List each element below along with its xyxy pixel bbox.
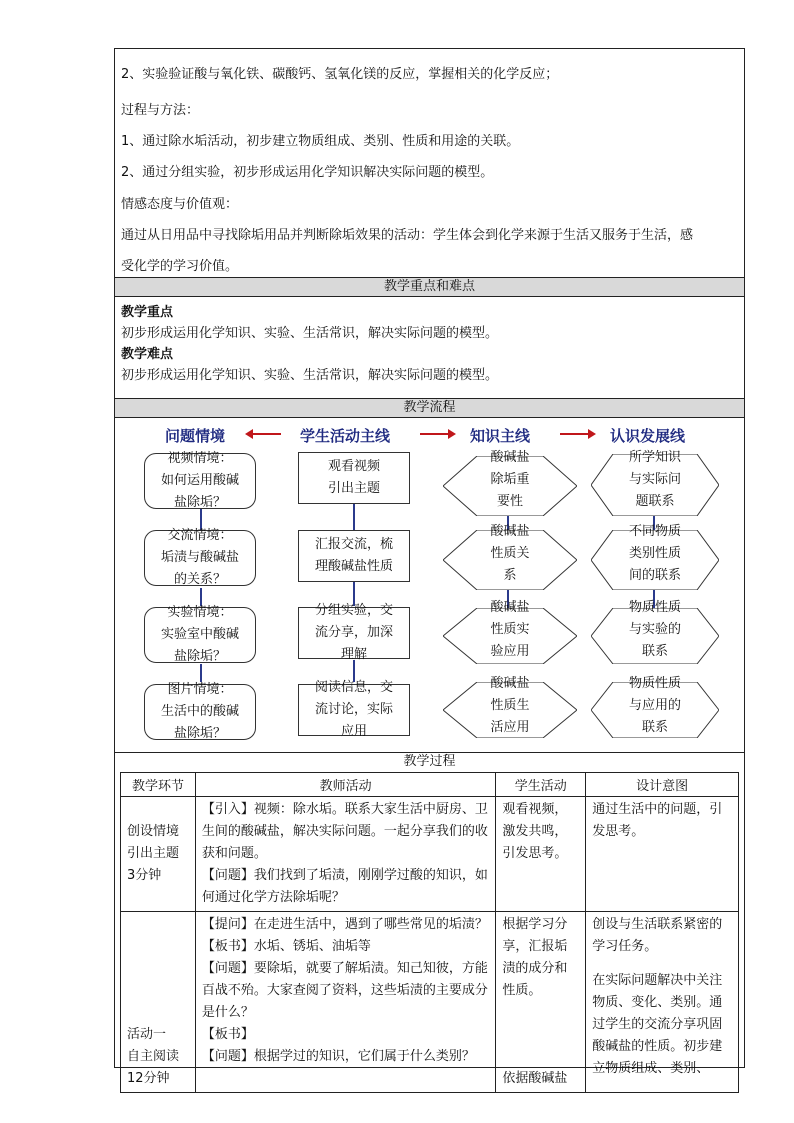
activity-box: 观看视频 引出主题: [298, 452, 410, 504]
column-header: 教学环节: [121, 773, 196, 797]
emotion-line-1: 通过从日用品中寻找除垢用品并判断除垢效果的活动：学生体会到化学来源于生活又服务于生活，感: [121, 228, 694, 243]
column-header: 教师活动: [195, 773, 495, 797]
intent-cell: 通过生活中的问题，引发思考。: [586, 797, 739, 912]
arrow-right-icon: [420, 433, 448, 435]
activity-box: 阅读信息，交 流讨论，实际 应用: [298, 684, 410, 736]
table-header-row: [121, 773, 739, 797]
scenario-box: 视频情境： 如何运用酸碱 盐除垢？: [144, 453, 256, 509]
flow-header-3: 知识主线: [470, 427, 531, 445]
emotion-title: 情感态度与价值观：: [121, 197, 239, 212]
objectives-section: [115, 49, 744, 277]
activity-box: 分组实验，交 流分享，加深 理解: [298, 607, 410, 659]
flow-header-1: 问题情境: [165, 427, 226, 445]
arrow-right-icon: [560, 433, 588, 435]
knowledge-text: 酸碱盐 性质实 验应用: [490, 600, 530, 659]
cognition-text: 所学知识 与实际问 题联系: [628, 450, 681, 509]
arrow-left-icon: [253, 433, 281, 435]
scenario-box: 交流情境： 垢渍与酸碱盐 的关系？: [144, 530, 256, 586]
table-row: [121, 797, 739, 912]
cognition-text: 物质性质 与实验的 联系: [628, 600, 681, 659]
difficulty-text: 初步形成运用化学知识、实验、生活常识，解决实际问题的模型。: [121, 368, 499, 383]
activity-box: 汇报交流，梳 理酸碱盐性质: [298, 530, 410, 582]
knowledge-text: 酸碱盐 除垢重 要性: [490, 450, 530, 509]
flow-header-4: 认识发展线: [610, 427, 686, 445]
flow-header-2: 学生活动主线: [300, 427, 391, 445]
student-cell: 观看视频，激发共鸣，引发思考。: [496, 797, 586, 912]
process-item-2: 2、通过分组实验，初步形成运用化学知识解决实际问题的模型。: [121, 165, 494, 180]
stage-cell: 创设情境 引出主题 3分钟: [121, 797, 196, 912]
process-table: [120, 772, 739, 1093]
intent-cell: 创设与生活联系紧密的学习任务。 在实际问题解决中关注物质、变化、类别。通过学生的交流分享巩固酸碱盐的性质。初步建立物质组成、类别、: [586, 912, 739, 1093]
knowledge-text: 酸碱盐 性质生 活应用: [490, 676, 530, 735]
process-title: 过程与方法：: [121, 103, 200, 118]
document-frame: [114, 48, 745, 1086]
flow-header: 教学流程: [115, 398, 744, 418]
column-header: 设计意图: [586, 773, 739, 797]
objective-line: 2、实验验证酸与氧化铁、碳酸钙、氢氧化镁的反应，掌握相关的化学反应；: [121, 67, 559, 82]
process-item-1: 1、通过除水垢活动，初步建立物质组成、类别、性质和用途的关联。: [121, 134, 520, 149]
cognition-text: 不同物质 类别性质 间的联系: [628, 524, 681, 583]
teacher-cell: 【引入】视频：除水垢。联系大家生活中厨房、卫生间的酸碱盐，解决实际问题。一起分享我们的收获和问题。 【问题】我们找到了垢渍，刚刚学过酸的知识，如何通过化学方法除垢呢？: [195, 797, 495, 912]
scenario-box: 图片情境： 生活中的酸碱 盐除垢？: [144, 684, 256, 740]
student-cell: 根据学习分享，汇报垢渍的成分和性质。 依据酸碱盐: [496, 912, 586, 1093]
teaching-flow-diagram: [115, 420, 744, 752]
scenario-box: 实验情境： 实验室中酸碱 盐除垢？: [144, 607, 256, 663]
connector-line: [353, 504, 355, 530]
table-row: [121, 912, 739, 1093]
focus-text: 初步形成运用化学知识、实验、生活常识，解决实际问题的模型。: [121, 326, 499, 341]
knowledge-text: 酸碱盐 性质关 系: [490, 524, 530, 583]
focus-label: 教学重点: [121, 305, 174, 320]
teacher-cell: 【提问】在走进生活中，遇到了哪些常见的垢渍？ 【板书】水垢、锈垢、油垢等 【问题】要除垢，就要了解垢渍。知己知彼，方能百战不殆。大家查阅了资料，这些垢渍的主要成分是什么？ 【板书】 【问题】根据学过的知识，它们属于什么类别？: [195, 912, 495, 1093]
emotion-line-2: 受化学的学习价值。: [121, 259, 239, 274]
difficulty-label: 教学难点: [121, 347, 174, 362]
column-header: 学生活动: [496, 773, 586, 797]
cognition-text: 物质性质 与应用的 联系: [628, 676, 681, 735]
stage-cell: 活动一 自主阅读 12分钟: [121, 912, 196, 1093]
process-header: 教学过程: [115, 752, 744, 772]
key-points-header: 教学重点和难点: [115, 277, 744, 297]
